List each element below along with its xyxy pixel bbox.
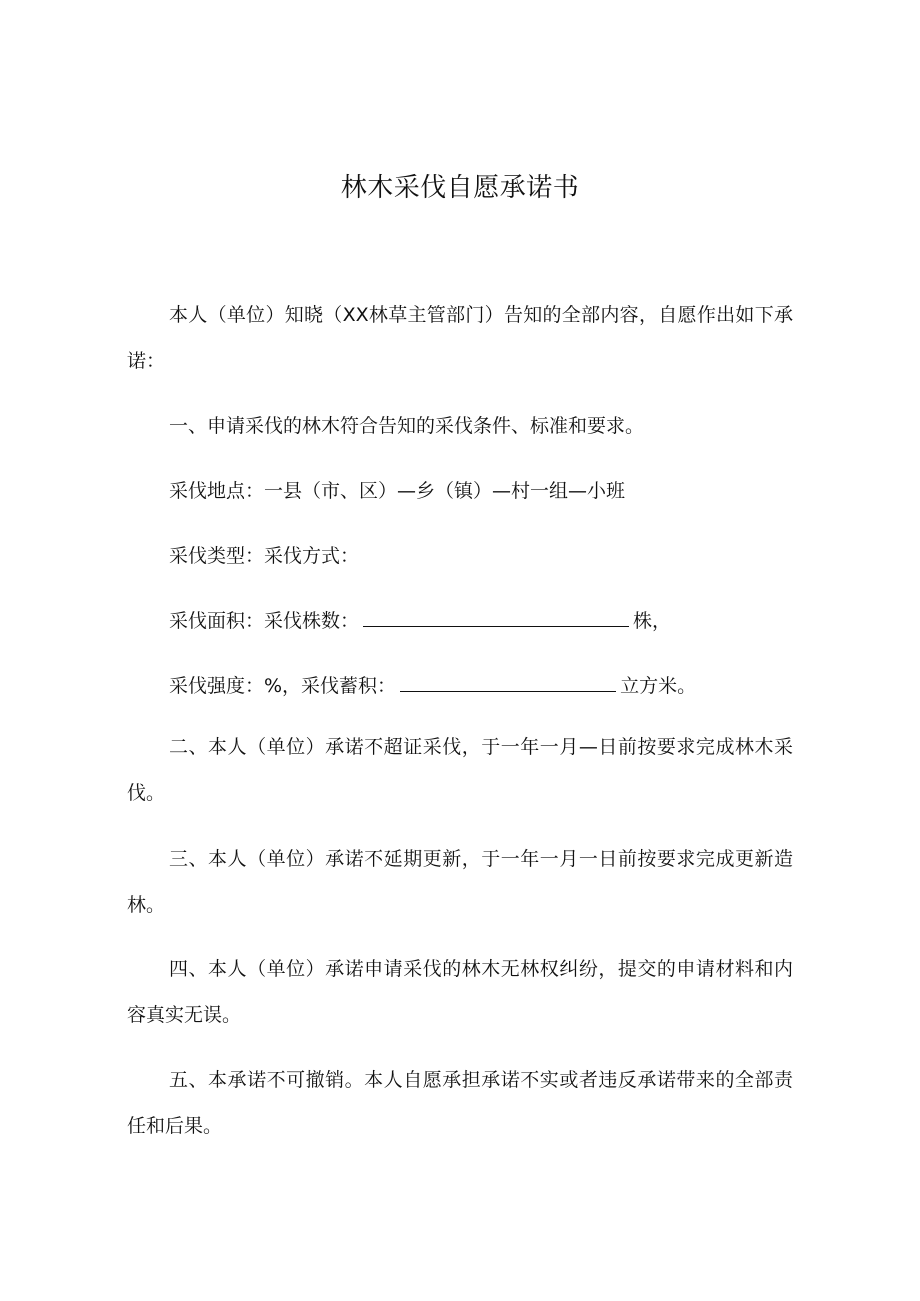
intensity-volume-label: 采伐强度：%，采伐蓄积： <box>169 675 397 697</box>
area-count-label: 采伐面积：采伐株数： <box>169 610 360 632</box>
page-title: 林木采伐自愿承诺书 <box>340 173 580 203</box>
commitment-item-5: 五、本承诺不可撤销。本人自愿承担承诺不实或者违反承诺带来的全部责任和后果。 <box>127 1069 793 1137</box>
area-count-unit: 株， <box>633 610 672 632</box>
commitment-item-4: 四、本人（单位）承诺申请采伐的林木无林权纠纷，提交的申请材料和内容真实无误。 <box>127 958 793 1026</box>
harvest-location-line: 采伐地点：一县（市、区）—乡（镇）—村一组—小班 <box>169 480 626 502</box>
harvest-area-count-line <box>169 606 671 636</box>
harvest-type-method-line: 采伐类型：采伐方式： <box>169 545 360 567</box>
intensity-volume-unit: 立方米。 <box>620 675 697 697</box>
harvest-intensity-volume-line <box>169 671 696 701</box>
intro-paragraph: 本人（单位）知晓（XX林草主管部门）告知的全部内容，自愿作出如下承诺： <box>127 304 793 372</box>
tree-count-blank <box>363 606 629 627</box>
volume-blank <box>400 671 616 692</box>
commitment-item-2: 二、本人（单位）承诺不超证采伐，于一年一月—日前按要求完成林木采伐。 <box>127 736 793 804</box>
commitment-item-3: 三、本人（单位）承诺不延期更新，于一年一月一日前按要求完成更新造林。 <box>127 848 793 916</box>
commitment-item-1: 一、申请采伐的林木符合告知的采伐条件、标准和要求。 <box>169 415 645 437</box>
